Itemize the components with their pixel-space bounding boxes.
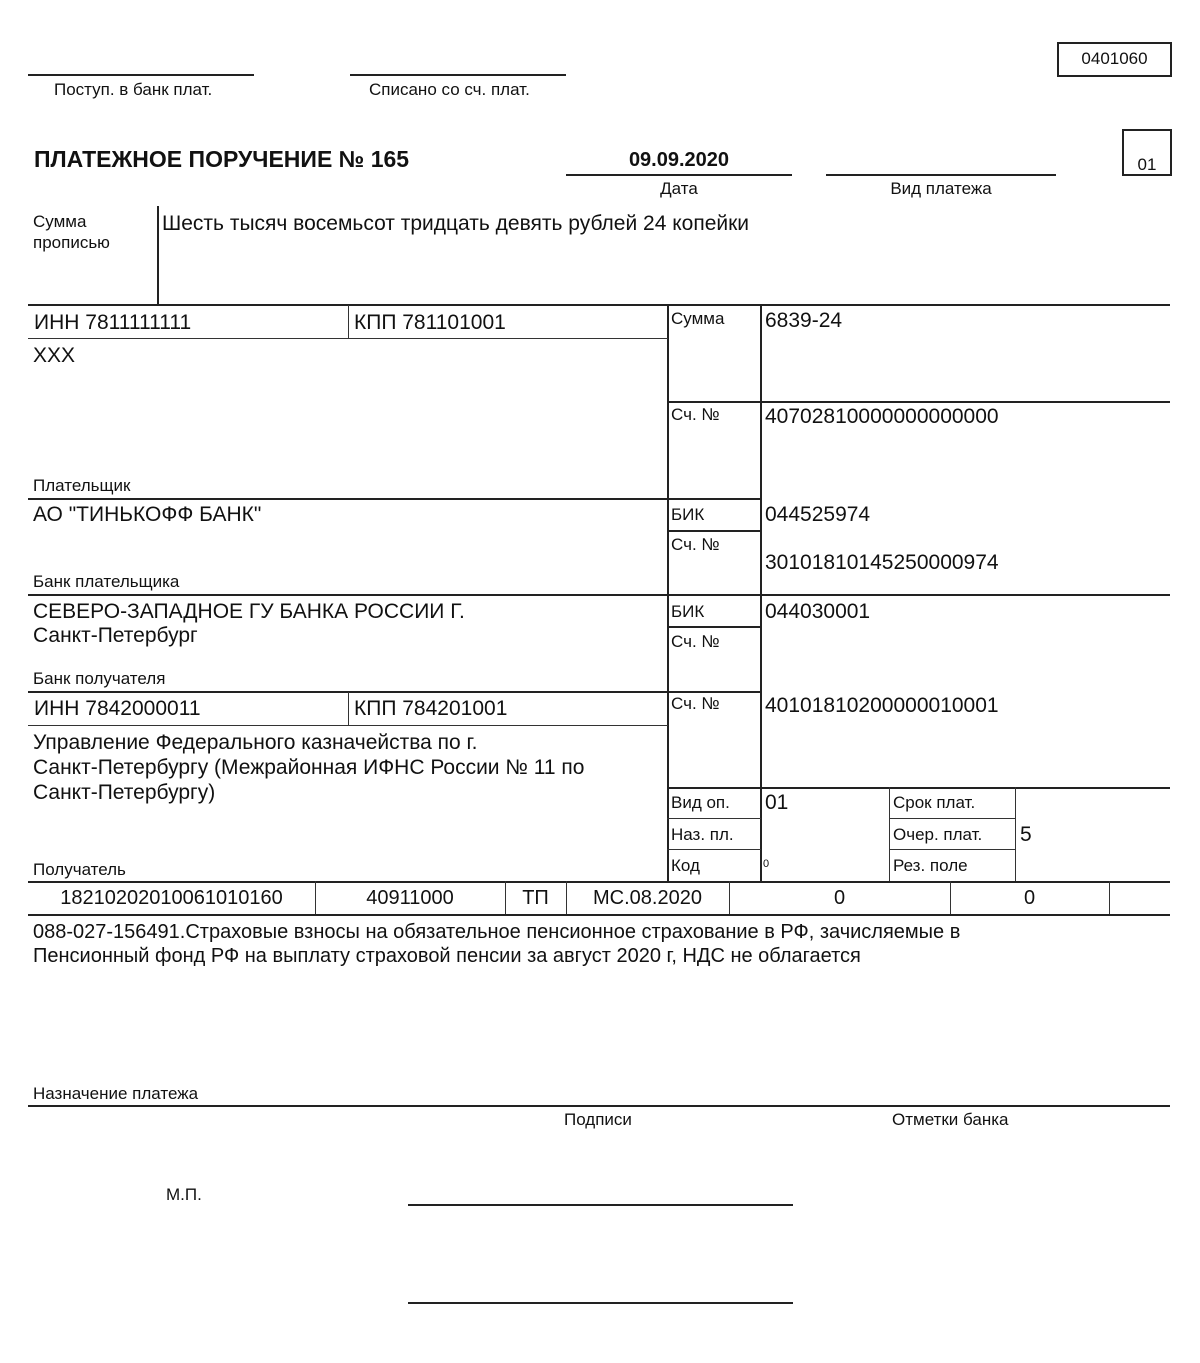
debited-line xyxy=(350,74,566,76)
recipient-bank-bik: 044030001 xyxy=(765,600,871,623)
recipient-name-1: Управление Федерального казначейства по г. xyxy=(33,731,478,754)
sum-words-label-2: прописью xyxy=(33,233,110,252)
payment-type-line xyxy=(826,174,1056,176)
grid-line-top xyxy=(28,304,1170,306)
op-type-label: Вид оп. xyxy=(671,793,730,812)
recipient-kpp: КПП 784201001 xyxy=(354,697,508,720)
received-label: Поступ. в банк плат. xyxy=(54,80,213,99)
payer-name: XXX xyxy=(33,344,76,367)
recipient-line xyxy=(28,691,761,693)
bank-marks-label: Отметки банка xyxy=(892,1110,1009,1129)
sum-words-label-1: Сумма xyxy=(33,212,87,231)
stamp-label: М.П. xyxy=(166,1185,202,1204)
recipient-bank-line xyxy=(28,594,1170,596)
sum-words-divider xyxy=(157,206,159,305)
tax-doc-number: 0 xyxy=(833,887,846,909)
grid-col-a xyxy=(667,304,669,881)
tax-kbk: 18210202010061010160 xyxy=(60,887,283,909)
payer-bank-bik: 044525974 xyxy=(765,503,871,526)
purpose-line-1: 088-027-156491.Страховые взносы на обязательное пенсионное страхование в РФ, зачисляемые в xyxy=(33,921,961,943)
payer-bank-account-label: Сч. № xyxy=(671,535,720,554)
recipient-name-2: Санкт-Петербургу (Межрайонная ИФНС России № 11 по xyxy=(33,756,585,779)
signature-line-2 xyxy=(408,1302,793,1304)
payer-inn: ИНН 7811111111 xyxy=(34,311,192,334)
payer-bank-account: 30101810145250000974 xyxy=(765,551,999,574)
purpose-label: Назначение платежа xyxy=(33,1084,199,1103)
recipient-label: Получатель xyxy=(33,860,126,879)
op-row-line-1 xyxy=(667,818,761,819)
date-line xyxy=(566,174,792,176)
recipient-bank-label: Банк получателя xyxy=(33,669,166,688)
op-block-line xyxy=(667,787,1170,789)
tax-period: МС.08.2020 xyxy=(593,887,702,909)
priority-value: 5 xyxy=(1020,823,1032,846)
payer-label: Плательщик xyxy=(33,476,131,495)
recipient-bank-bik-label: БИК xyxy=(671,602,705,621)
received-line xyxy=(28,74,254,76)
purpose-line xyxy=(28,1105,1170,1107)
sum-label: Сумма xyxy=(671,309,725,328)
priority-label: Очер. плат. xyxy=(893,825,983,844)
op-type: 01 xyxy=(765,791,789,814)
recipient-inn-line xyxy=(28,725,668,726)
deadline-label: Срок плат. xyxy=(893,793,976,812)
status-code: 01 xyxy=(1137,155,1157,174)
recipient-account: 40101810200000010001 xyxy=(765,694,999,717)
purpose-line-2: Пенсионный фонд РФ на выплату страховой пенсии за август 2020 г, НДС не облагается xyxy=(33,945,861,967)
recipient-inn-divider xyxy=(348,692,349,725)
purpose-code-label: Наз. пл. xyxy=(671,825,734,844)
recipient-bank-account-label: Сч. № xyxy=(671,632,720,651)
op-row-line-2 xyxy=(667,849,761,850)
payer-kpp: КПП 781101001 xyxy=(354,311,506,334)
op-row-line-2b xyxy=(889,849,1015,850)
recipient-bank-name-1: СЕВЕРО-ЗАПАДНОЕ ГУ БАНКА РОССИИ Г. xyxy=(33,600,465,623)
tax-row-top xyxy=(28,881,1170,883)
payer-bank-label: Банк плательщика xyxy=(33,572,180,591)
tax-doc-date: 0 xyxy=(1023,887,1036,909)
payer-inn-divider xyxy=(348,305,349,338)
grid-col-b xyxy=(760,304,762,881)
payer-bank-bik-label: БИК xyxy=(671,505,705,524)
payer-bank-name: АО "ТИНЬКОФФ БАНК" xyxy=(33,503,262,526)
payer-bank-bik-line xyxy=(667,530,761,532)
tax-oktmo: 40911000 xyxy=(366,887,454,909)
page-title: ПЛАТЕЖНОЕ ПОРУЧЕНИЕ № 165 xyxy=(34,146,410,172)
recipient-bank-bik-line xyxy=(667,626,761,628)
tax-col-6 xyxy=(1109,881,1110,914)
op-row-line-1b xyxy=(889,818,1015,819)
payer-account: 40702810000000000000 xyxy=(765,405,999,428)
date-value: 09.09.2020 xyxy=(628,149,730,171)
recipient-inn: ИНН 7842000011 xyxy=(34,697,201,720)
sum-words: Шесть тысяч восемьсот тридцать девять рублей 24 копейки xyxy=(162,212,750,235)
payer-inn-line xyxy=(28,338,668,339)
recipient-bank-name-2: Санкт-Петербург xyxy=(33,624,198,647)
code-value: 0 xyxy=(763,858,770,870)
sum-value: 6839-24 xyxy=(765,309,843,332)
signature-line-1 xyxy=(408,1204,793,1206)
date-label: Дата xyxy=(660,179,698,198)
signatures-label: Подписи xyxy=(564,1110,632,1129)
tax-row-bottom xyxy=(28,914,1170,916)
recipient-name-3: Санкт-Петербургу) xyxy=(33,781,216,804)
form-code: 0401060 xyxy=(1081,49,1148,68)
op-col-c xyxy=(889,787,890,881)
tax-basis: ТП xyxy=(522,887,549,909)
reserve-label: Рез. поле xyxy=(893,856,968,875)
code-label: Код xyxy=(671,856,700,875)
payment-type-label: Вид платежа xyxy=(890,179,992,198)
payer-account-label: Сч. № xyxy=(671,405,720,424)
payer-bank-line xyxy=(28,498,761,500)
debited-label: Списано со сч. плат. xyxy=(369,80,530,99)
payer-account-line xyxy=(667,401,1170,403)
op-col-d xyxy=(1015,787,1016,881)
recipient-account-label: Сч. № xyxy=(671,694,720,713)
